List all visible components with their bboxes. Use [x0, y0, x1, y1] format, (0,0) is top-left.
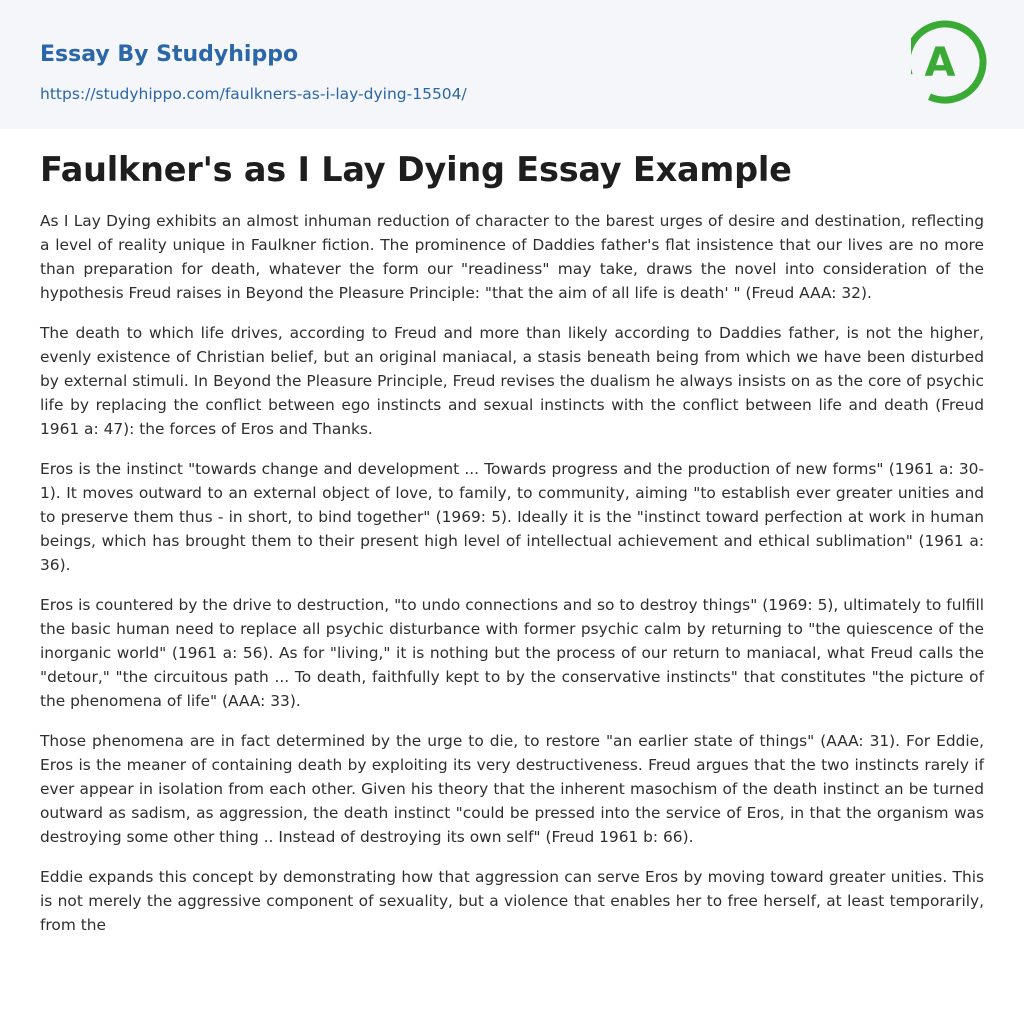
page-title: Faulkner's as I Lay Dying Essay Example: [40, 150, 792, 189]
source-url-link[interactable]: https://studyhippo.com/faulkners-as-i-lay-dying-15504/: [40, 85, 467, 103]
studyhippo-logo-icon: [911, 18, 987, 106]
paragraph: Those phenomena are in fact determined by the urge to die, to restore "an earlier state of things" (AAA: 31). For Eddie, Eros is the meaner of containing death by exploiting its very destructiveness. Freud argues that the two instincts rarely if ever appear in isolation from each other. Given his theory that the inherent masochism of the death instinct an be turned outward as sadism, as aggression, the death instinct "could be pressed into the service of Eros, in that the organism was destroying some other thing .. Instead of destroying its own self" (Freud 1961 b: 66).: [40, 732, 984, 846]
brand-title: Essay By Studyhippo: [40, 42, 299, 67]
paragraph: Eddie expands this concept by demonstrating how that aggression can serve Eros by moving toward greater unities. This is not merely the aggressive component of sexuality, but a violence that enables her to free herself, at least temporarily, from the: [40, 868, 984, 934]
logo-letter: A: [924, 40, 956, 86]
paragraph: The death to which life drives, according to Freud and more than likely according to Daddies father, is not the higher, evenly existence of Christian belief, but an original maniacal, a stasis beneath being from which we have been disturbed by external stimuli. In Beyond the Pleasure Principle, Freud revises the dualism he always insists on as the core of psychic life by replacing the conflict between ego instincts and sexual instincts with the conflict between life and death (Freud 1961 a: 47): the forces of Eros and Thanks.: [40, 324, 984, 438]
site-header: [0, 0, 1024, 129]
article: [0, 129, 1024, 937]
paragraph: As I Lay Dying exhibits an almost inhuman reduction of character to the barest urges of desire and destination, reflecting a level of reality unique in Faulkner fiction. The prominence of Daddies father's flat insistence that our lives are no more than preparation for death, whatever the form our "readiness" may take, draws the novel into consideration of the hypothesis Freud raises in Beyond the Pleasure Principle: "that the aim of all life is death' " (Freud AAA: 32).: [40, 212, 984, 302]
paragraph: Eros is countered by the drive to destruction, "to undo connections and so to destroy things" (1969: 5), ultimately to fulfill the basic human need to replace all psychic disturbance with former psychic calm by returning to "the quiescence of the inorganic world" (1961 a: 56). As for "living," it is nothing but the process of our return to maniacal, what Freud calls the "detour," "the circuitous path ... To death, faithfully kept to by the conservative instincts" that constitutes "the picture of the phenomena of life" (AAA: 33).: [40, 596, 984, 710]
paragraph: Eros is the instinct "towards change and development ... Towards progress and the production of new forms" (1961 a: 30-1). It moves outward to an external object of love, to family, to community, aiming "to establish ever greater unities and to preserve them thus - in short, to bind together" (1969: 5). Ideally it is the "instinct toward perfection at work in human beings, which has brought them to their present high level of intellectual achievement and ethical sublimation" (1961 a: 36).: [40, 460, 984, 574]
